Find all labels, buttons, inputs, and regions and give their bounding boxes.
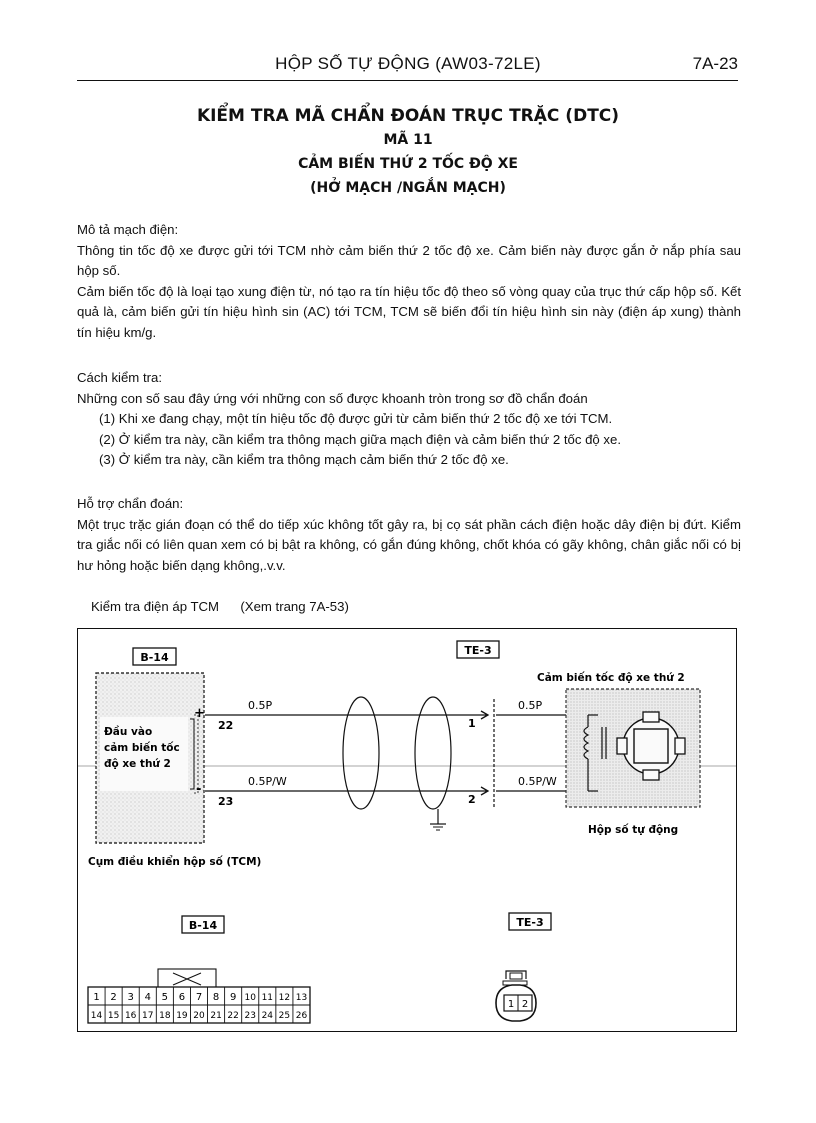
title-line-1: KIỂM TRA MÃ CHẨN ĐOÁN TRỤC TRẶC (DTC) [196,106,620,126]
pin-23-label: 23 [218,795,234,808]
b14-pin-26: 26 [295,1011,308,1021]
b14-pin-21: 21 [210,1011,222,1021]
b14-pin-11: 11 [261,993,274,1003]
te3-connector-face [496,971,536,1021]
caption-left: Kiểm tra điện áp TCM [91,599,220,614]
plus-terminal: + [194,706,205,721]
pin-22-label: 22 [218,719,234,732]
wire-2-left-label: 0.5P/W [248,775,287,788]
b14-connector-face [88,969,310,1023]
b14-pin-22: 22 [227,1011,239,1021]
b14-pin-25: 25 [278,1011,291,1021]
tcm-input-line-2: cảm biến tốc [104,742,180,754]
support-paragraph: Một trục trặc gián đoạn có thể do tiếp xúc không tốt gây ra, bị cọ sát phần cách điện hoặc dây điện bị đứt. Kiểm tra giắc nối có liên quan xem có bị bật ra không, có gắn đúng không, chốt khóa có gãy không, chân giắc nối có bị hư hỏng hoặc biến dạng không,.v.v. [77,516,741,573]
wiring-diagram-svg [78,629,737,1032]
caption-right: (Xem trang 7A-53) [240,599,349,614]
b14-pin-3: 3 [127,992,134,1003]
te3-bottom-label: TE-3 [516,916,544,929]
b14-pin-17: 17 [142,1011,154,1021]
page-number: 7A-23 [692,54,738,73]
circuit-description [77,220,741,343]
b14-pin-9: 9 [229,992,237,1003]
check-item-3: (3) Ở kiểm tra này, cần kiểm tra thông mạch cảm biến thứ 2 tốc độ xe. [99,452,509,467]
b14-pin-4: 4 [144,992,151,1003]
diagram-caption [91,598,349,616]
title-line-2: MÃ 11 [383,132,433,148]
b14-pin-24: 24 [261,1011,274,1021]
b14-pin-13: 13 [295,993,308,1003]
tcm-input-line-1: Đầu vào [104,726,153,738]
circuit-paragraph-1: Thông tin tốc độ xe được gửi tới TCM nhờ cảm biến thứ 2 tốc độ xe. Cảm biến này được gắn ở nắp phía sau hộp số. [77,242,741,278]
circuit-heading: Mô tả mạch điện: [77,222,179,237]
b14-pin-12: 12 [278,993,291,1003]
shield-ellipse-2 [415,697,451,809]
wire-1-arrow [478,711,488,719]
check-method [77,368,741,471]
te3-pin-2-label: 2 [468,793,476,806]
gearbox-label: Hộp số tự động [588,824,679,836]
b14-pin-8: 8 [212,992,220,1003]
check-intro: Những con số sau đây ứng với những con số được khoanh tròn trong sơ đồ chẩn đoán [77,390,588,406]
b14-pin-15: 15 [107,1011,120,1021]
diagnostic-support [77,494,741,576]
page-header-title: HỘP SỐ TỰ ĐỘNG (AW03-72LE) [275,54,541,73]
b14-top-label: B-14 [140,651,169,664]
title-line-3: CẢM BIẾN THỨ 2 TỐC ĐỘ XE [298,156,518,172]
section-title [0,104,816,200]
sensor-title: Cảm biến tốc độ xe thứ 2 [537,672,685,684]
b14-pin-1: 1 [93,992,100,1003]
b14-bottom-label: B-14 [188,919,218,932]
wire-2-arrow [478,787,488,795]
check-heading: Cách kiểm tra: [77,370,163,385]
b14-pin-23: 23 [244,1011,256,1021]
b14-pin-20: 20 [193,1011,205,1021]
te3-top-label: TE-3 [464,644,492,657]
check-item-2: (2) Ở kiểm tra này, cần kiểm tra thông mạch giữa mạch điện và cảm biến thứ 2 tốc độ xe. [99,431,622,447]
te3-pin-1-label: 1 [468,717,476,730]
b14-pin-10: 10 [244,993,256,1003]
circuit-paragraph-2: Cảm biến tốc độ là loại tạo xung điện từ, nó tạo ra tín hiệu tốc độ theo số vòng quay của trục thứ cấp hộp số. Kết quả là, cảm biến gửi tín hiệu hình sin (AC) tới TCM, TCM sẽ biến đổi tín hiệu hình sin này (điện áp xung) thành tín hiệu km/g. [77,283,741,340]
wiring-diagram [77,628,737,1032]
b14-pin-14: 14 [90,1011,103,1021]
wire-2-right-label: 0.5P/W [518,775,557,788]
tcm-input-line-3: độ xe thứ 2 [104,758,171,770]
minus-terminal: - [196,782,202,797]
tcm-label: Cụm điều khiển hộp số (TCM) [88,856,262,868]
check-item-1: (1) Khi xe đang chạy, một tín hiệu tốc độ được gửi từ cảm biến thứ 2 tốc độ xe tới TCM. [99,411,613,426]
wire-1-left-label: 0.5P [248,699,273,712]
b14-pin-2: 2 [110,992,117,1003]
b14-pin-5: 5 [161,992,169,1003]
b14-pin-19: 19 [176,1011,188,1021]
te3-face-pin-2: 2 [521,999,529,1010]
te3-face-pin-1: 1 [507,999,515,1010]
wire-1-right-label: 0.5P [518,699,543,712]
support-heading: Hỗ trợ chẩn đoán: [77,496,184,511]
b14-pin-16: 16 [124,1011,137,1021]
title-line-4: (HỞ MẠCH /NGẮN MẠCH) [310,180,506,196]
b14-pin-7: 7 [195,992,203,1003]
b14-pin-18: 18 [159,1011,171,1021]
shield-ellipse-1 [343,697,379,809]
b14-pin-6: 6 [178,992,186,1003]
header-divider [77,80,738,81]
